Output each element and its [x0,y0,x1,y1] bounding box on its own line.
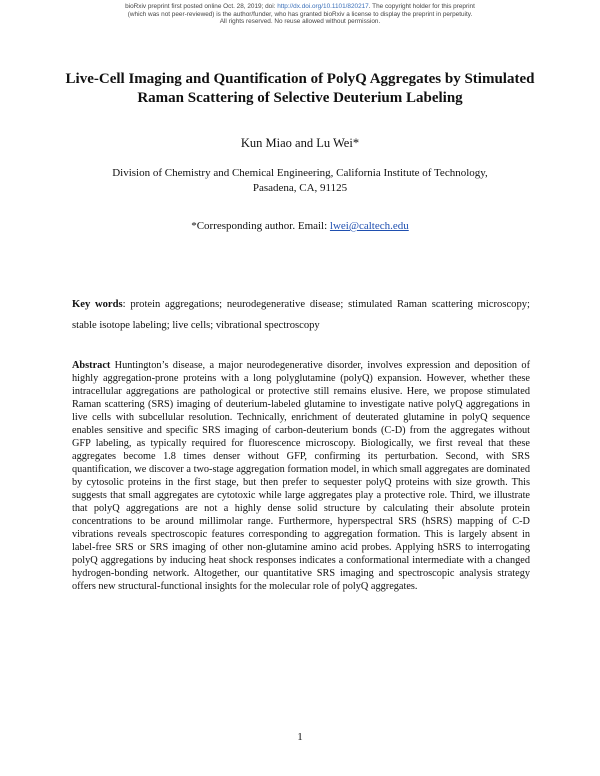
header-line-1 [40,3,560,11]
doi-link[interactable]: http://dx.doi.org/10.1101/820217 [277,3,369,10]
author-list: Kun Miao and Lu Wei* [240,136,360,150]
affiliation-line-1: Division of Chemistry and Chemical Engineering, California Institute of Technology, [112,167,488,179]
corresponding-label: *Corresponding author. Email: [191,220,330,232]
preprint-header-note [40,3,560,26]
paper-title: Live-Cell Imaging and Quantification of PolyQ Aggregates by Stimulated Raman Scattering of Selective Deuterium Labeling [65,71,535,106]
affiliation-line-2: Pasadena, CA, 91125 [252,182,348,194]
page-number: 1 [297,731,303,743]
abstract-label: Abstract [72,360,111,371]
keywords-label: Key words [72,299,123,310]
header-line-1-suffix: . The copyright holder for this preprint [368,3,475,10]
header-line-2: (which was not peer-reviewed) is the author/funder, who has granted bioRxiv a license to display the preprint in perpetuity. [127,10,473,18]
keywords-paragraph [72,294,530,336]
affiliation [60,166,540,196]
abstract-paragraph [72,359,530,593]
email-link[interactable]: lwei@caltech.edu [329,220,409,232]
header-line-3: All rights reserved. No reuse allowed without permission. [219,18,381,26]
corresponding-author [0,220,600,232]
keywords-text: : protein aggregations; neurodegenerative disease; stimulated Raman scattering microscopy; stable isotope labeling; live cells; vibrational spectroscopy [72,299,530,331]
abstract-text: Huntington’s disease, a major neurodegenerative disorder, involves expression and deposition of highly aggregation-prone proteins with a long polyglutamine (polyQ) expansion. However, whether these intracellular aggregations are pathological or protective still remains elusive. Here, we propose stimulated Raman scattering (SRS) imaging of deuterium-labeled glutamine to investigate native polyQ aggregations in live cells with subcellular resolution. Technically, enrichment of deuterated glutamine in polyQ sequence enables sensitive and specific SRS imaging of carbon-deuterium bonds (C-D) from the aggregates without GFP labeling, as typically required for fluorescence microscopy. Biologically, we first reveal that these aggregates become 1.8 times denser without GFP, confirming its perturbation. Second, with SRS quantification, we discover a two-stage aggregation formation model, in which small aggregates are dominated by cytosolic proteins in the first stage, but then prefer to sequester polyQ proteins with size growth. This suggests that small aggregates are cytotoxic while large aggregates play a protective role. Third, we illustrate that polyQ aggregations are not a highly dense solid structure by calculating their absolute protein concentrations to be around millimolar range. Furthermore, hyperspectral SRS (hSRS) mapping of C-D vibrations reveals spectroscopic features corresponding to aggregation formation. This is largely absent in label-free SRS or SRS imaging of other non-glutamine amino acid probes. Applying hSRS to interrogating polyQ aggregations by inducing heat shock responses indicates a conformational intermediate with a changed hydrogen-bonding network. Altogether, our quantitative SRS imaging and spectroscopic analysis strategy offers new structural-functional insights for the molecular role of polyQ aggregates. [72,360,530,592]
header-line-1-prefix: bioRxiv preprint first posted online Oct. 28, 2019; doi: [125,3,278,10]
